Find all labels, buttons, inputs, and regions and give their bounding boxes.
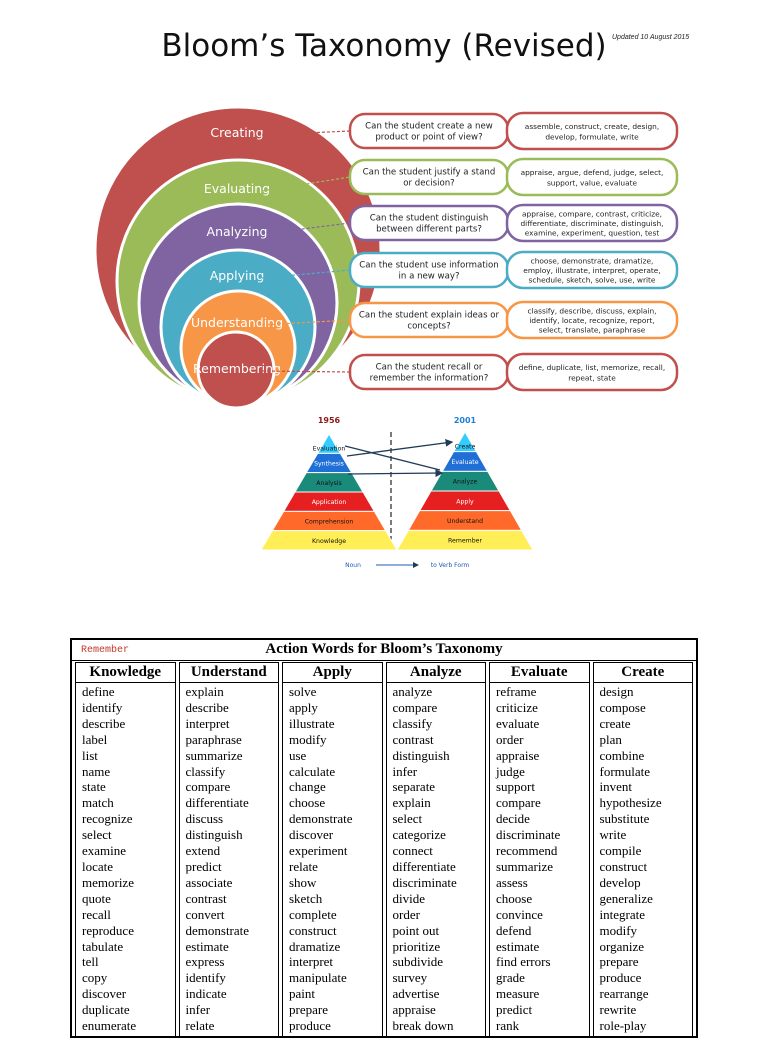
column-evaluate [489, 662, 590, 1038]
action-word: contrast [392, 731, 434, 747]
pyramid-comparison-figure [262, 410, 542, 575]
action-word: change [289, 779, 326, 795]
action-word: develop [599, 874, 641, 890]
action-word: order [392, 906, 420, 922]
action-word: demonstrate [185, 922, 250, 938]
action-word: design [599, 684, 634, 699]
ring-label-creating: Creating [210, 125, 264, 140]
action-word: summarize [185, 747, 243, 763]
verbs-line: appraise, argue, defend, judge, select, [520, 167, 664, 177]
action-word: break down [392, 1018, 454, 1034]
action-word: differentiate [185, 795, 249, 811]
action-word: paint [289, 986, 315, 1002]
verbs-line: employ, illustrate, interpret, operate, [523, 266, 661, 275]
arrow-synthesis-to-evaluate [348, 473, 442, 474]
action-word: advertise [392, 986, 440, 1002]
action-word: contrast [185, 890, 227, 906]
verbs-box-remembering [507, 354, 677, 390]
page-title: Bloom’s Taxonomy (Revised) [161, 28, 607, 64]
action-word: substitute [599, 811, 650, 827]
verbs-line: support, value, evaluate [546, 178, 638, 188]
action-word: describe [82, 715, 126, 731]
question-line: between different parts? [376, 224, 482, 235]
action-word: differentiate [392, 858, 456, 874]
action-word: choose [289, 795, 326, 811]
action-word: explain [185, 684, 224, 699]
action-word: classify [185, 763, 226, 779]
action-word: evaluate [496, 715, 540, 731]
action-word: distinguish [185, 827, 243, 843]
action-word: relate [185, 1018, 215, 1034]
question-line: Can the student explain ideas or [358, 310, 500, 321]
action-word: construct [289, 922, 337, 938]
new-tier-label: Create [454, 443, 476, 451]
column-create [593, 662, 694, 1038]
word-list [180, 683, 279, 1034]
verbs-line: examine, experiment, question, test [524, 228, 660, 238]
arrow-evaluation-to-create [347, 442, 452, 456]
action-word: name [82, 763, 111, 779]
verbs-line: schedule, sketch, solve, use, write [528, 275, 656, 285]
ring-label-analyzing: Analyzing [206, 224, 268, 239]
action-words-table [70, 638, 698, 1038]
new-tier-label: Analyze [452, 478, 478, 486]
question-line: Can the student recall or [375, 362, 483, 373]
action-word: distinguish [392, 747, 450, 763]
action-word: connect [392, 843, 433, 859]
action-word: measure [496, 986, 540, 1002]
word-list [387, 683, 486, 1034]
action-word: choose [496, 890, 533, 906]
action-word: manipulate [289, 970, 347, 986]
ring-label-evaluating: Evaluating [203, 181, 271, 196]
action-word: relate [289, 858, 318, 874]
new-tier-label: Understand [446, 518, 484, 525]
action-word: separate [392, 779, 436, 795]
action-word: modify [599, 922, 638, 938]
question-line: or decision? [403, 178, 455, 189]
action-word: solve [289, 684, 317, 699]
column-header: Apply [283, 663, 382, 683]
action-word: identify [185, 970, 226, 986]
action-word: complete [289, 906, 337, 922]
column-apply [282, 662, 383, 1038]
action-word: decide [496, 811, 530, 827]
question-line: in a new way? [398, 271, 460, 282]
noun-label: Noun [345, 562, 361, 569]
action-word: predict [185, 858, 222, 874]
column-analyze [386, 662, 487, 1038]
action-word: summarize [496, 858, 554, 874]
action-word: formulate [599, 763, 651, 779]
action-word: analyze [392, 684, 433, 699]
verbs-line: appraise, compare, contrast, criticize, [522, 209, 662, 219]
action-word: compare [392, 699, 438, 715]
column-header: Knowledge [76, 663, 175, 683]
table-columns [72, 661, 696, 1038]
action-word: predict [496, 1002, 533, 1018]
action-word: list [82, 747, 98, 763]
action-word: infer [185, 1002, 211, 1018]
verbs-line: choose, demonstrate, dramatize, [530, 256, 654, 266]
question-line: Can the student distinguish [369, 213, 489, 224]
action-word: sketch [289, 890, 323, 906]
column-knowledge [75, 662, 176, 1038]
table-header [72, 640, 696, 661]
action-word: write [599, 827, 627, 843]
action-word: construct [599, 858, 648, 874]
action-word: illustrate [289, 715, 335, 731]
question-line: Can the student create a new [365, 121, 493, 132]
old-tier-label: Evaluation [312, 445, 346, 453]
action-word: recognize [82, 811, 133, 827]
column-header: Analyze [387, 663, 486, 683]
action-word: organize [599, 938, 645, 954]
column-header: Create [594, 663, 693, 683]
action-word: estimate [185, 938, 229, 954]
year-1956: 1956 [317, 416, 341, 425]
action-word: appraise [496, 747, 540, 763]
verbs-line: define, duplicate, list, memorize, recall, [518, 362, 666, 372]
new-tier-label: Evaluate [451, 459, 479, 466]
action-word: select [392, 811, 423, 827]
action-word: rearrange [599, 986, 649, 1002]
action-word: demonstrate [289, 811, 353, 827]
action-word: infer [392, 763, 418, 779]
word-list [76, 683, 175, 1034]
action-word: subdivide [392, 954, 444, 970]
action-word: rewrite [599, 1002, 637, 1018]
verbs-line: repeat, state [568, 373, 616, 383]
action-word: interpret [185, 715, 230, 731]
ring-label-remembering: Remembering [193, 361, 281, 376]
action-word: point out [392, 922, 440, 938]
question-line: concepts? [407, 321, 451, 332]
action-word: compare [496, 795, 541, 811]
action-word: grade [496, 970, 525, 986]
action-word: role-play [599, 1018, 647, 1034]
action-word: criticize [496, 699, 538, 715]
action-word: quote [82, 890, 111, 906]
action-word: convert [185, 906, 225, 922]
action-word: match [82, 795, 114, 811]
action-word: interpret [289, 954, 334, 970]
action-word: produce [599, 970, 642, 986]
action-word: generalize [599, 890, 653, 906]
action-word: divide [392, 890, 425, 906]
question-line: remember the information? [369, 373, 489, 384]
word-list [594, 683, 693, 1034]
action-word: integrate [599, 906, 645, 922]
old-tier-label: Application [311, 499, 347, 507]
action-word: estimate [496, 938, 540, 954]
action-word: apply [289, 699, 318, 715]
action-word: compose [599, 699, 646, 715]
action-word: modify [289, 731, 327, 747]
word-list [490, 683, 589, 1034]
word-list [283, 683, 382, 1034]
action-word: discuss [185, 811, 224, 827]
action-word: state [82, 779, 106, 795]
action-word: reframe [496, 684, 537, 699]
action-word: appraise [392, 1002, 436, 1018]
new-tier-label: Remember [448, 537, 482, 545]
action-word: combine [599, 747, 645, 763]
action-word: classify [392, 715, 433, 731]
old-tier-label: Comprehension [304, 518, 354, 526]
verb-form-label: to Verb Form [430, 562, 470, 569]
action-word: order [496, 731, 524, 747]
action-word: dramatize [289, 938, 341, 954]
action-word: compare [185, 779, 231, 795]
action-word: discriminate [392, 874, 457, 890]
verbs-line: differentiate, discriminate, distinguish, [520, 219, 664, 228]
action-word: convince [496, 906, 543, 922]
action-word: hypothesize [599, 795, 662, 811]
action-word: categorize [392, 827, 446, 843]
old-tier-label: Knowledge [311, 537, 347, 545]
action-word: prepare [289, 1002, 328, 1018]
action-word: produce [289, 1018, 331, 1034]
verbs-line: identify, locate, recognize, report, [529, 316, 655, 325]
new-tier-label: Apply [456, 498, 474, 506]
action-word: indicate [185, 986, 227, 1002]
action-word: create [599, 715, 631, 731]
action-word: reproduce [82, 922, 134, 938]
verbs-line: classify, describe, discuss, explain, [527, 306, 657, 316]
action-word: support [496, 779, 535, 795]
action-word: examine [82, 843, 127, 859]
column-header: Evaluate [490, 663, 589, 683]
action-word: tabulate [82, 938, 124, 954]
action-word: extend [185, 843, 221, 859]
column-header: Understand [180, 663, 279, 683]
action-word: duplicate [82, 1002, 130, 1018]
column-understand [179, 662, 280, 1038]
action-word: label [82, 731, 108, 747]
action-word: invent [599, 779, 632, 795]
action-word: paraphrase [185, 731, 242, 747]
action-word: survey [392, 970, 428, 986]
action-word: discover [82, 986, 127, 1002]
action-word: find errors [496, 954, 551, 970]
action-word: rank [496, 1018, 520, 1034]
question-line: Can the student use information [359, 260, 499, 271]
verbs-line: develop, formulate, write [545, 132, 639, 142]
action-word: prepare [599, 954, 639, 970]
action-word: enumerate [82, 1018, 137, 1034]
ring-label-understanding: Understanding [190, 315, 284, 330]
action-word: assess [496, 874, 528, 890]
old-tier-label: Analysis [316, 479, 342, 487]
action-word: recall [82, 906, 111, 922]
action-word: prioritize [392, 938, 441, 954]
action-word: recommend [496, 843, 558, 859]
action-word: discover [289, 827, 334, 843]
action-word: explain [392, 795, 431, 811]
remember-tag: Remember [81, 645, 130, 656]
verbs-line: select, translate, paraphrase [538, 325, 646, 335]
table-title: Action Words for Bloom’s Taxonomy [265, 641, 503, 657]
action-word: show [289, 874, 317, 890]
action-word: use [289, 747, 307, 763]
action-word: calculate [289, 763, 336, 779]
action-word: tell [82, 954, 99, 970]
action-word: defend [496, 922, 532, 938]
action-word: express [185, 954, 225, 970]
action-word: locate [82, 858, 114, 874]
action-word: experiment [289, 843, 348, 859]
action-word: select [82, 827, 112, 843]
action-word: judge [496, 763, 525, 779]
question-line: product or point of view? [375, 132, 483, 143]
action-word: memorize [82, 874, 134, 890]
action-word: associate [185, 874, 233, 890]
action-word: describe [185, 699, 229, 715]
verbs-box-creating [507, 113, 677, 149]
action-word: identify [82, 699, 123, 715]
verbs-line: assemble, construct, create, design, [524, 121, 660, 131]
action-word: compile [599, 843, 642, 859]
ring-label-applying: Applying [209, 268, 265, 283]
updated-date: Updated 10 August 2015 [612, 34, 690, 41]
question-line: Can the student justify a stand [362, 167, 496, 178]
action-word: discriminate [496, 827, 561, 843]
action-word: plan [599, 731, 622, 747]
verbs-box-evaluating [507, 159, 677, 195]
bloom-circle-diagram [0, 0, 768, 420]
old-tier-label: Synthesis [314, 460, 344, 468]
action-word: copy [82, 970, 108, 986]
action-word: define [82, 684, 115, 699]
year-2001: 2001 [453, 416, 477, 425]
